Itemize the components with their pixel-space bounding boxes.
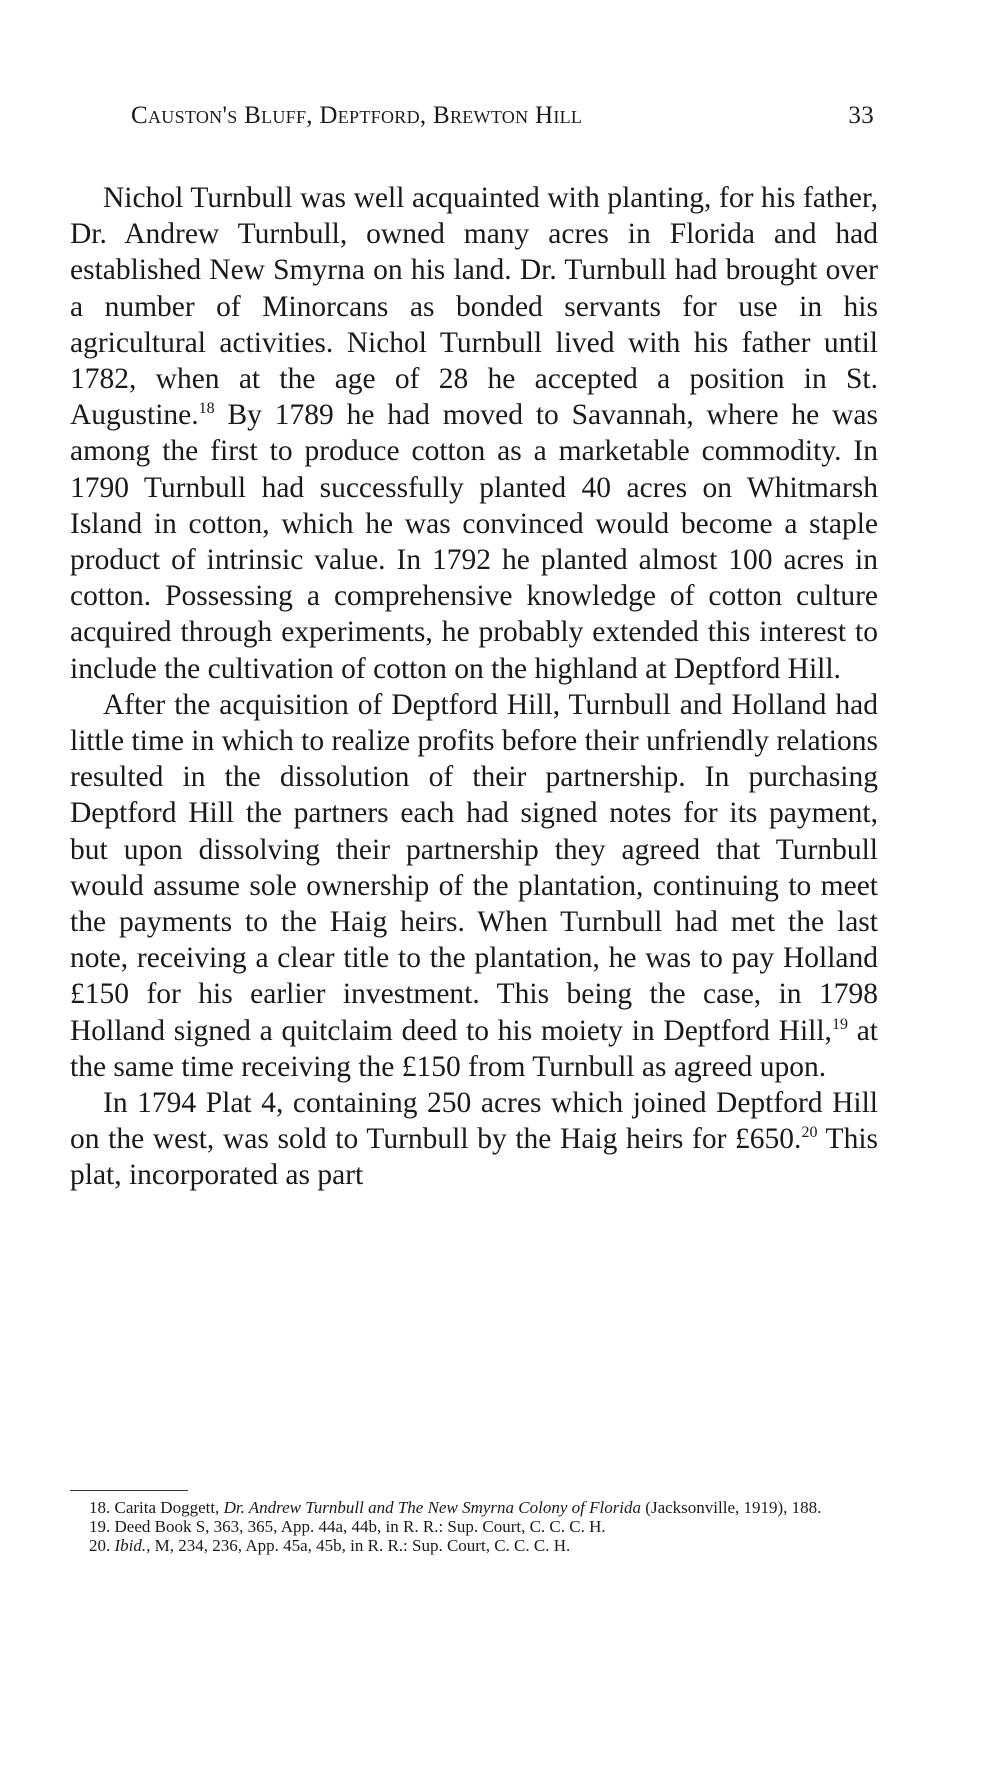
footnote-number: 19. xyxy=(89,1517,111,1536)
body-text xyxy=(70,180,878,1194)
page-number: 33 xyxy=(848,102,874,129)
running-header xyxy=(131,102,874,142)
paragraph-text: at the same time receiving the £150 from Turnbull as agreed upon. xyxy=(70,1014,878,1083)
paragraph-text: By 1789 he had moved to Savannah, where he was among the first to produce cotton as a marketable commodity. In 1790 Turnbull had successfully planted 40 acres on Whitmarsh Island in cotton, which he was convinced would become a staple product of intrinsic value. In 1792 he planted almost 100 acres in cotton. Possessing a comprehensive knowledge of cotton culture acquired through experiments, he probably extended this interest to include the cultivation of cotton on the highland at Deptford Hill. xyxy=(70,399,878,685)
paragraph-text: Nichol Turnbull was well acquainted with planting, for his father, Dr. Andrew Turnbull, owned many acres in Florida and had established New Smyrna on his land. Dr. Turnbull had brought over a number of Minorcans as bonded servants for use in his agricultural activities. Nichol Turnbull lived with his father until 1782, when at the age of 28 he accepted a position in St. Augustine. xyxy=(70,182,878,432)
footnote-number: 20. xyxy=(89,1536,111,1555)
footnote xyxy=(70,1536,878,1555)
footnotes xyxy=(70,1498,878,1555)
footnote-number: 18. xyxy=(89,1498,111,1517)
footnote-ref: 20 xyxy=(801,1124,818,1142)
paragraph-text: In 1794 Plat 4, containing 250 acres which joined Deptford Hill on the west, was sold to Turnbull by the Haig heirs for £650. xyxy=(70,1087,878,1156)
footnote-text-italic: Ibid. xyxy=(114,1536,147,1555)
footnote-divider xyxy=(70,1490,188,1491)
footnote-ref: 18 xyxy=(198,400,215,418)
footnote-text-italic: Dr. Andrew Turnbull and The New Smyrna Colony of Florida xyxy=(223,1498,642,1517)
footnote-text: Deed Book S, 363, 365, App. 44a, 44b, in R. R.: Sup. Court, C. C. C. H. xyxy=(114,1517,606,1536)
footnote-text: Carita Doggett, xyxy=(114,1498,224,1517)
paragraph xyxy=(70,1085,878,1194)
paragraph xyxy=(70,687,878,1085)
footnote-ref: 19 xyxy=(831,1015,848,1033)
paragraph xyxy=(70,180,878,687)
paragraph-text: After the acquisition of Deptford Hill, Turnbull and Holland had little time in which to realize profits before their unfriendly relations resulted in the dissolution of their partnership. In purchasing Deptford Hill the partners each had signed notes for its payment, but upon dissolving their partnership they agreed that Turnbull would assume sole ownership of the plantation, continuing to meet the payments to the Haig heirs. When Turnbull had met the last note, receiving a clear title to the plantation, he was to pay Holland £150 for his earlier investment. This being the case, in 1798 Holland signed a quitclaim deed to his moiety in Deptford Hill, xyxy=(70,688,878,1047)
paragraph-text: This plat, incorporated as part xyxy=(70,1123,878,1192)
footnote xyxy=(70,1498,878,1517)
footnote-text: , M, 234, 236, App. 45a, 45b, in R. R.: Sup. Court, C. C. C. H. xyxy=(146,1536,571,1555)
running-head-title: Causton's Bluff, Deptford, Brewton Hill xyxy=(131,102,583,129)
footnote xyxy=(70,1517,878,1536)
footnote-text: (Jacksonville, 1919), 188. xyxy=(641,1498,822,1517)
